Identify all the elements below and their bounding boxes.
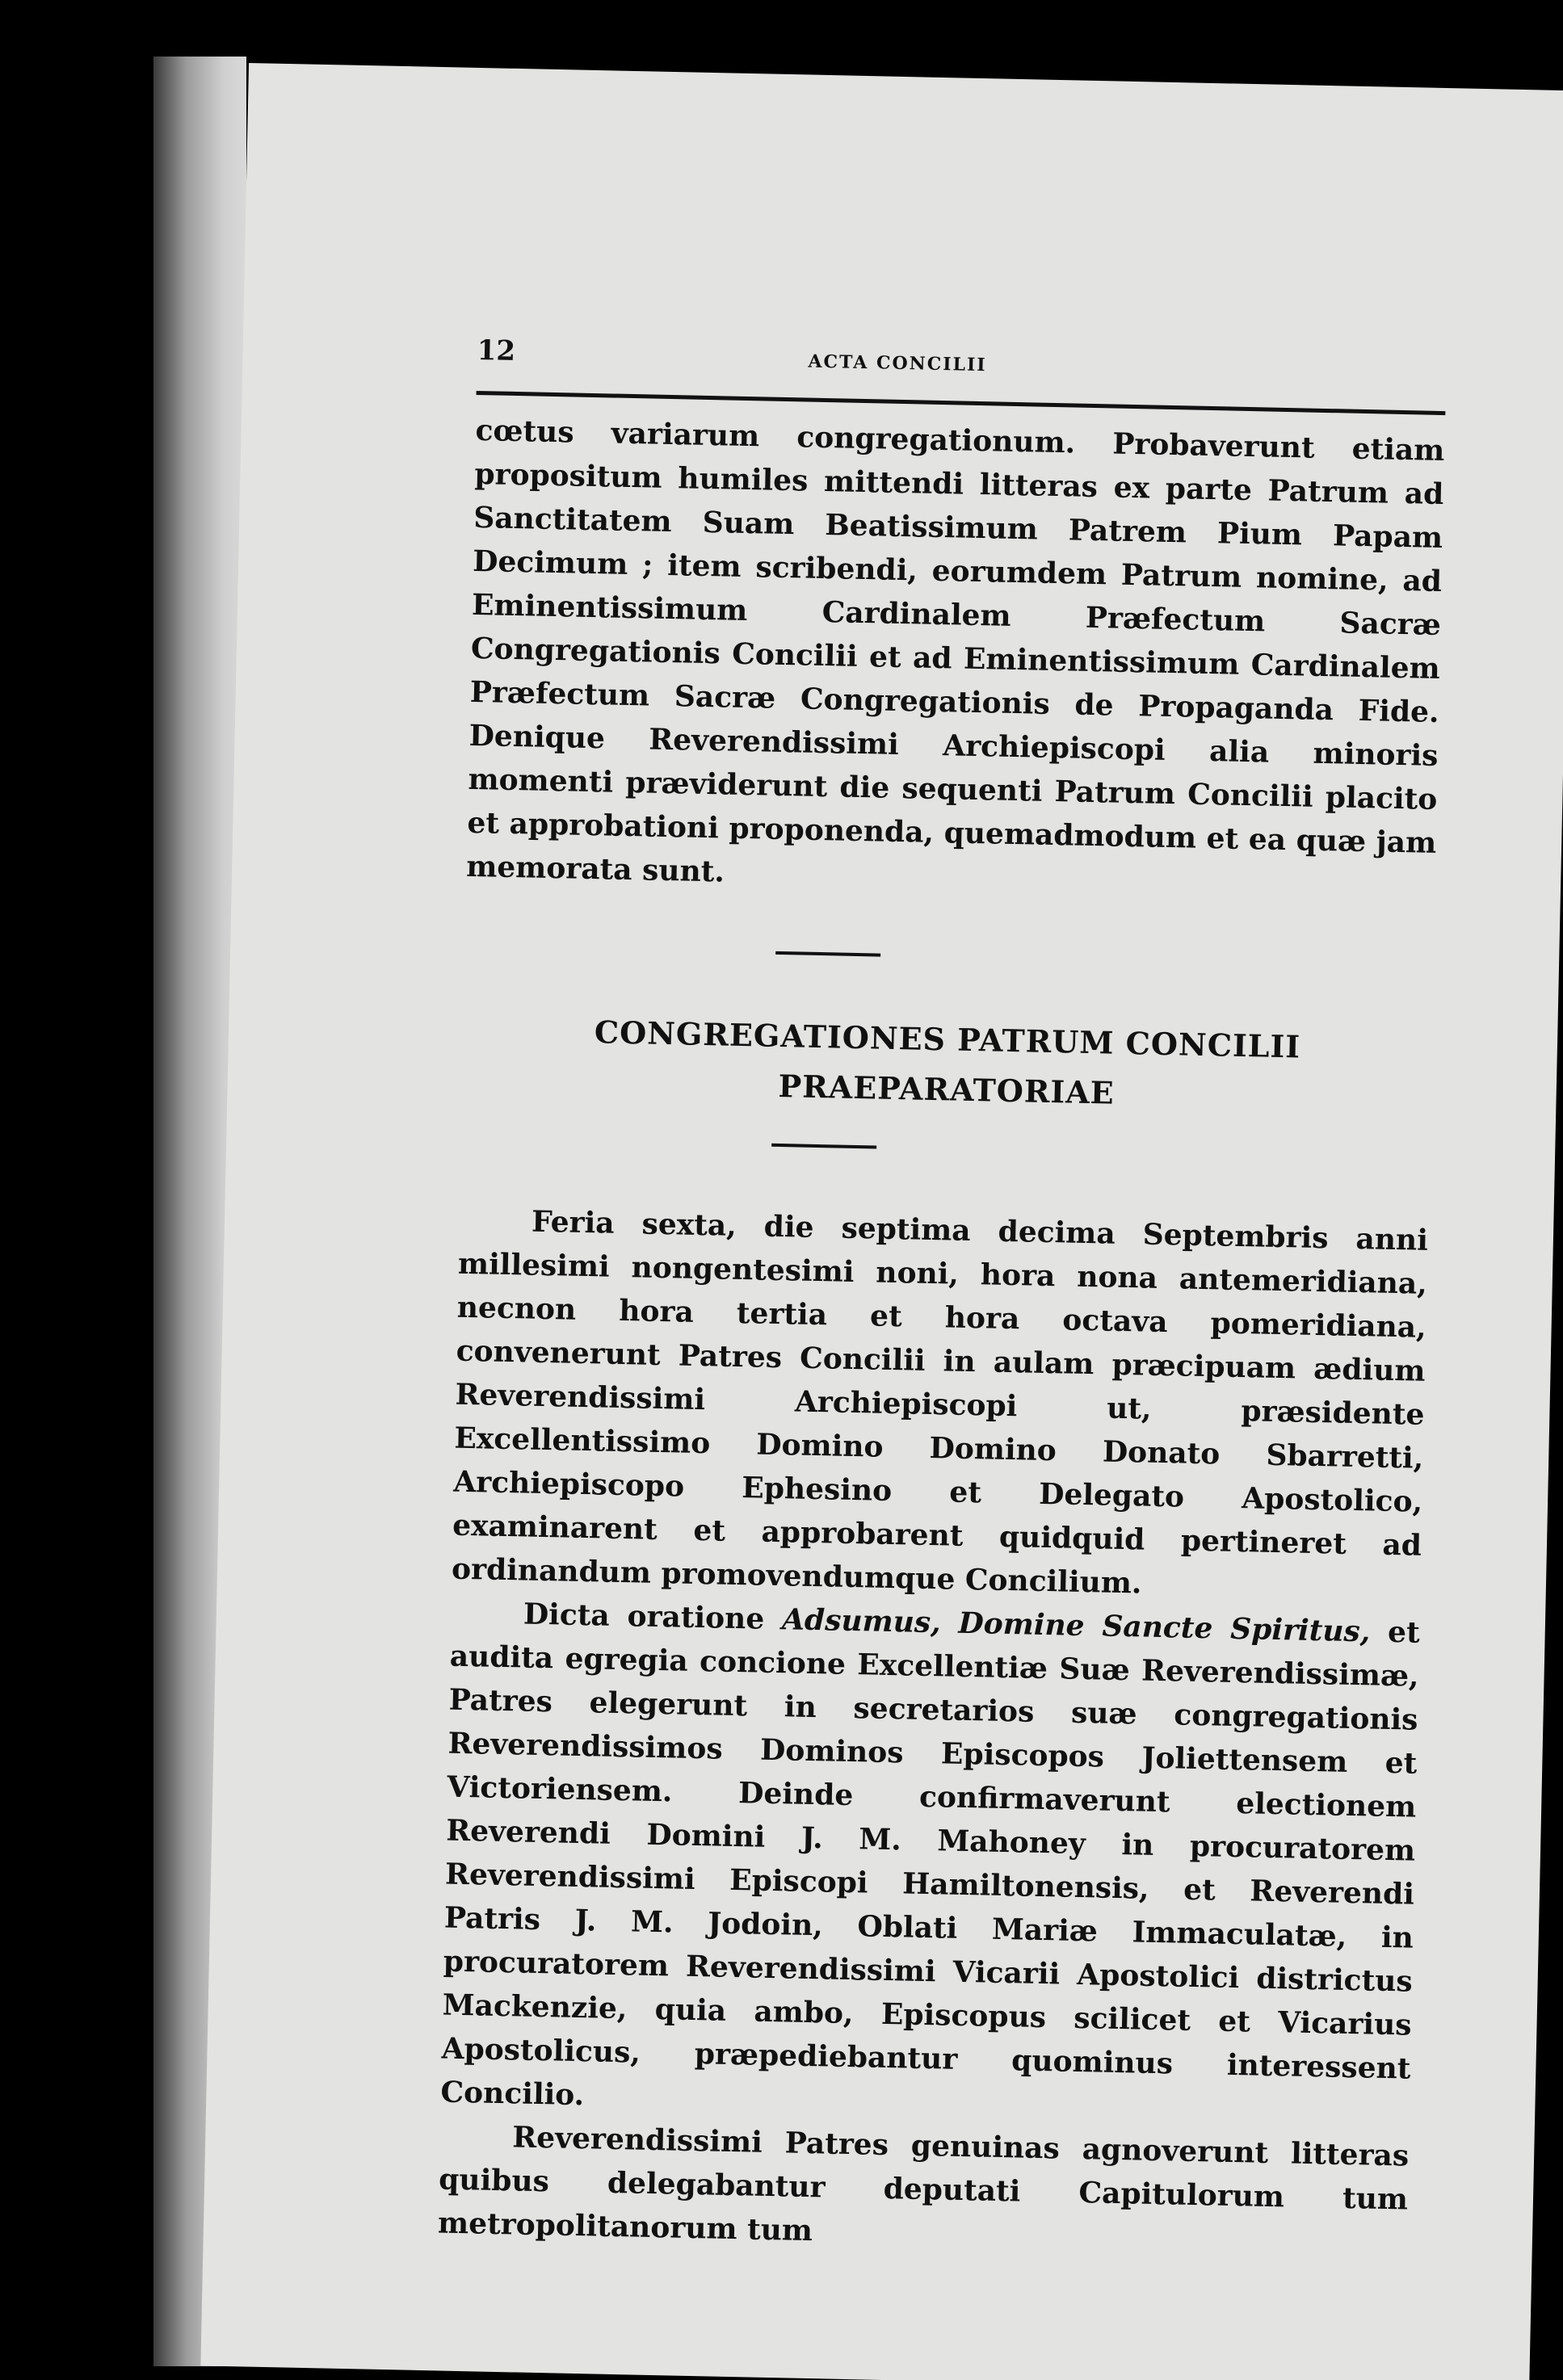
continuation-paragraph: cœtus variarum congregationum. Probaverunt etiam propositum humiles mittendi litteras ex parte Patrum ad Sanctitatem Suam Beatissimum Patrem Pium Papam Decimum ; item scribendi, eorumdem Patrum nomine, ad Eminentissimum Cardinalem Præfectum Sacræ Congregationis Concilii et ad Eminentissimum Cardinalem Præfectum Sacræ Congregationis de Propaganda Fide. Denique Reverendissimi Archiepiscopi alia minoris momenti præviderunt die sequenti Patrum Concilii placito et approbationi proponenda, quemadmodum et ea quæ jam memorata sunt. [465,413,1445,889]
page-content [438,334,1563,2270]
section-divider-top [775,951,880,957]
section-heading [461,1005,1432,1125]
body-paragraphs [438,1198,1563,2270]
paragraph-dicta-text-after: et audita egregia concione Excellentiæ Suæ Reverendissimæ, Patres elegerunt in secretarios suæ congregationis Reverendissimos Dominos Episcopos Joliettensem et Victoriensem. Deinde confirmaverunt electionem Reverendi Domini J. M. Mahoney in procuratorem Reverendissimi Episcopi Hamiltonensis, et Reverendi Patris J. M. Jodoin, Oblati Mariæ Immaculatæ, in procuratorem Reverendissimi Vicarii Apostolici districtus Mackenzie, quia ambo, Episcopus scilicet et Vicarius Apostolicus, præpediebantur quominus interessent Concilio. [440,1614,1421,2113]
running-title: ACTA CONCILII [808,350,987,376]
paragraph-dicta-oratione [440,1591,1420,2134]
book-page [200,63,1563,2380]
paragraph-dicta-text-before: Dicta oratione [523,1597,783,1637]
section-divider-bottom [771,1144,876,1149]
paragraph-feria: Feria sexta, die septima decima Septembris anni millesimi nongentesimi noni, hora nona antemeridiana, necnon hora tertia et hora octava pomeridiana, convenerunt Patres Concilii in aulam præcipuam ædium Reverendissimi Archiepiscopi ut, præsidente Excellentissimo Domino Domino Donato Sbarretti, Archiepiscopo Ephesino et Delegato Apostolico, examinarent et approbarent quidquid pertineret ad ordinandum promovendumque Concilium. [451,1204,1429,1601]
page-number: 12 [477,334,516,367]
paragraph-dicta-prayer-title: Adsumus, Domine Sancte Spiritus, [781,1602,1371,1649]
page-header [477,334,1563,416]
section-heading-line-2: PRAEPARATORIAE [778,1067,1116,1111]
paragraph-reverendissimi: Reverendissimi Patres genuinas agnoverunt litteras quibus delegabantur deputati Capitulorum tum metropolitanorum tum [437,2120,1410,2248]
section-heading-line-1: CONGREGATIONES PATRUM CONCILII [594,1014,1301,1065]
